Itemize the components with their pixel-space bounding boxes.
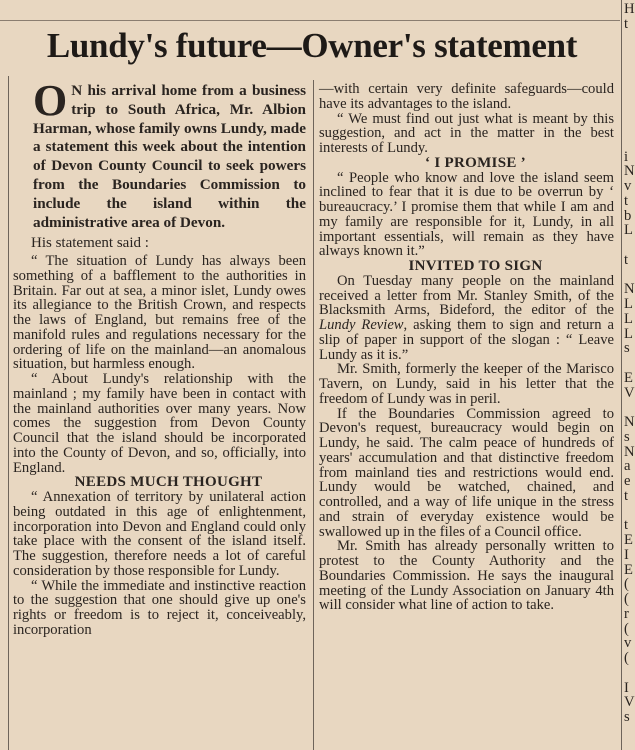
subhead-i-promise: ‘ I PROMISE ’: [425, 154, 526, 171]
publication-title: Lundy Review: [319, 317, 404, 333]
column-divider: [313, 80, 314, 750]
paragraph: “ About Lundy's relationship with the mainland ; my family have been in contact with the mainland authorities over many years. Now comes the suggestion from Devon County Council that the island should be incorporated into the County of Devon, and so, officially, into England.: [13, 371, 306, 476]
right-edge-rule: [621, 0, 622, 750]
headline: Lundy's future—Owner's statement: [46, 26, 578, 65]
left-column: [13, 76, 306, 638]
top-rule: [0, 20, 620, 21]
statement-intro: His statement said :: [31, 235, 149, 252]
paragraph: “ Annexation of territory by unilateral action being outdated in this age of enlightenment, incorporation into Devon and England could only take place with the consent of the island itself. The suggestion, therefore needs a lot of careful consideration by those responsible for Lundy.: [13, 489, 306, 579]
lead-paragraph: O N his arrival home from a business trip to South Africa, Mr. Albion Harman, whose family owns Lundy, made a statement this week about the intention of Devon County Council to seek powers from the Boundaries Commission to include the island within the administrative area of Devon.: [33, 76, 306, 231]
paragraph: “ The situation of Lundy has always been something of a bafflement to the authorities in Britain. Far out at sea, a minor islet, Lundy owes its allegiance to the British Crown, and respects the laws of England, but remains free of the manifold rules and regulations necessary for the ordering of life on the mainland—an anomalous situation, but harmless enough.: [13, 253, 306, 373]
left-column-rule: [8, 76, 9, 750]
continuation-paragraph: —with certain very definite safeguards—could have its advantages to the island.: [319, 81, 614, 112]
drop-cap: O: [33, 76, 68, 125]
paragraph: “ We must find out just what is meant by this suggestion, and act in the matter in the best interests of Lundy.: [319, 110, 614, 156]
adjacent-column-fragment: H t i N v t b L t N L L L s E V N s N a e t t E I E ( ( r ( v ( I V s: [624, 1, 635, 725]
subhead-needs-much-thought: NEEDS MUCH THOUGHT: [74, 474, 263, 491]
right-column: [319, 82, 614, 613]
paragraph: Mr. Smith has already personally written to protest to the County Authority and the Boundaries Commission. He says the inaugural meeting of the Lundy Association on January 4th will consider what line of action to take.: [319, 538, 614, 614]
paragraph: “ While the immediate and instinctive reaction to the suggestion that one should give up one's rights or freedom is to reject it, conceiveably, incorporation: [13, 577, 306, 638]
paragraph: Mr. Smith, formerly the keeper of the Marisco Tavern, on Lundy, said in his letter that the freedom of Lundy was in peril.: [319, 361, 614, 407]
subhead-invited-to-sign: INVITED TO SIGN: [408, 258, 543, 274]
paragraph: “ People who know and love the island seem inclined to fear that it is due to be overrun by ‘ bureaucracy.’ I promise them that while I am and my family are responsible for it, Lundy, in all important essentials, will remain as they have always known it.”: [319, 169, 614, 260]
paragraph: On Tuesday many people on the mainland received a letter from Mr. Stanley Smith, of the Blacksmith Arms, Bideford, the editor of the Lundy Review, asking them to sign and return a slip of paper in support of the slogan : “ Leave Lundy as it is.”: [319, 272, 614, 363]
paragraph: If the Boundaries Commission agreed to Devon's request, bureaucracy would begin on Lundy, he said. The calm peace of hundreds of years' accumulation and that distinctive freedom from mainland ties and restrictions would end. Lundy would be watched, chained, and controlled, and a way of life unique in the stress and strain of everyday existence would be swallowed up in the files of a Council office.: [319, 405, 614, 540]
